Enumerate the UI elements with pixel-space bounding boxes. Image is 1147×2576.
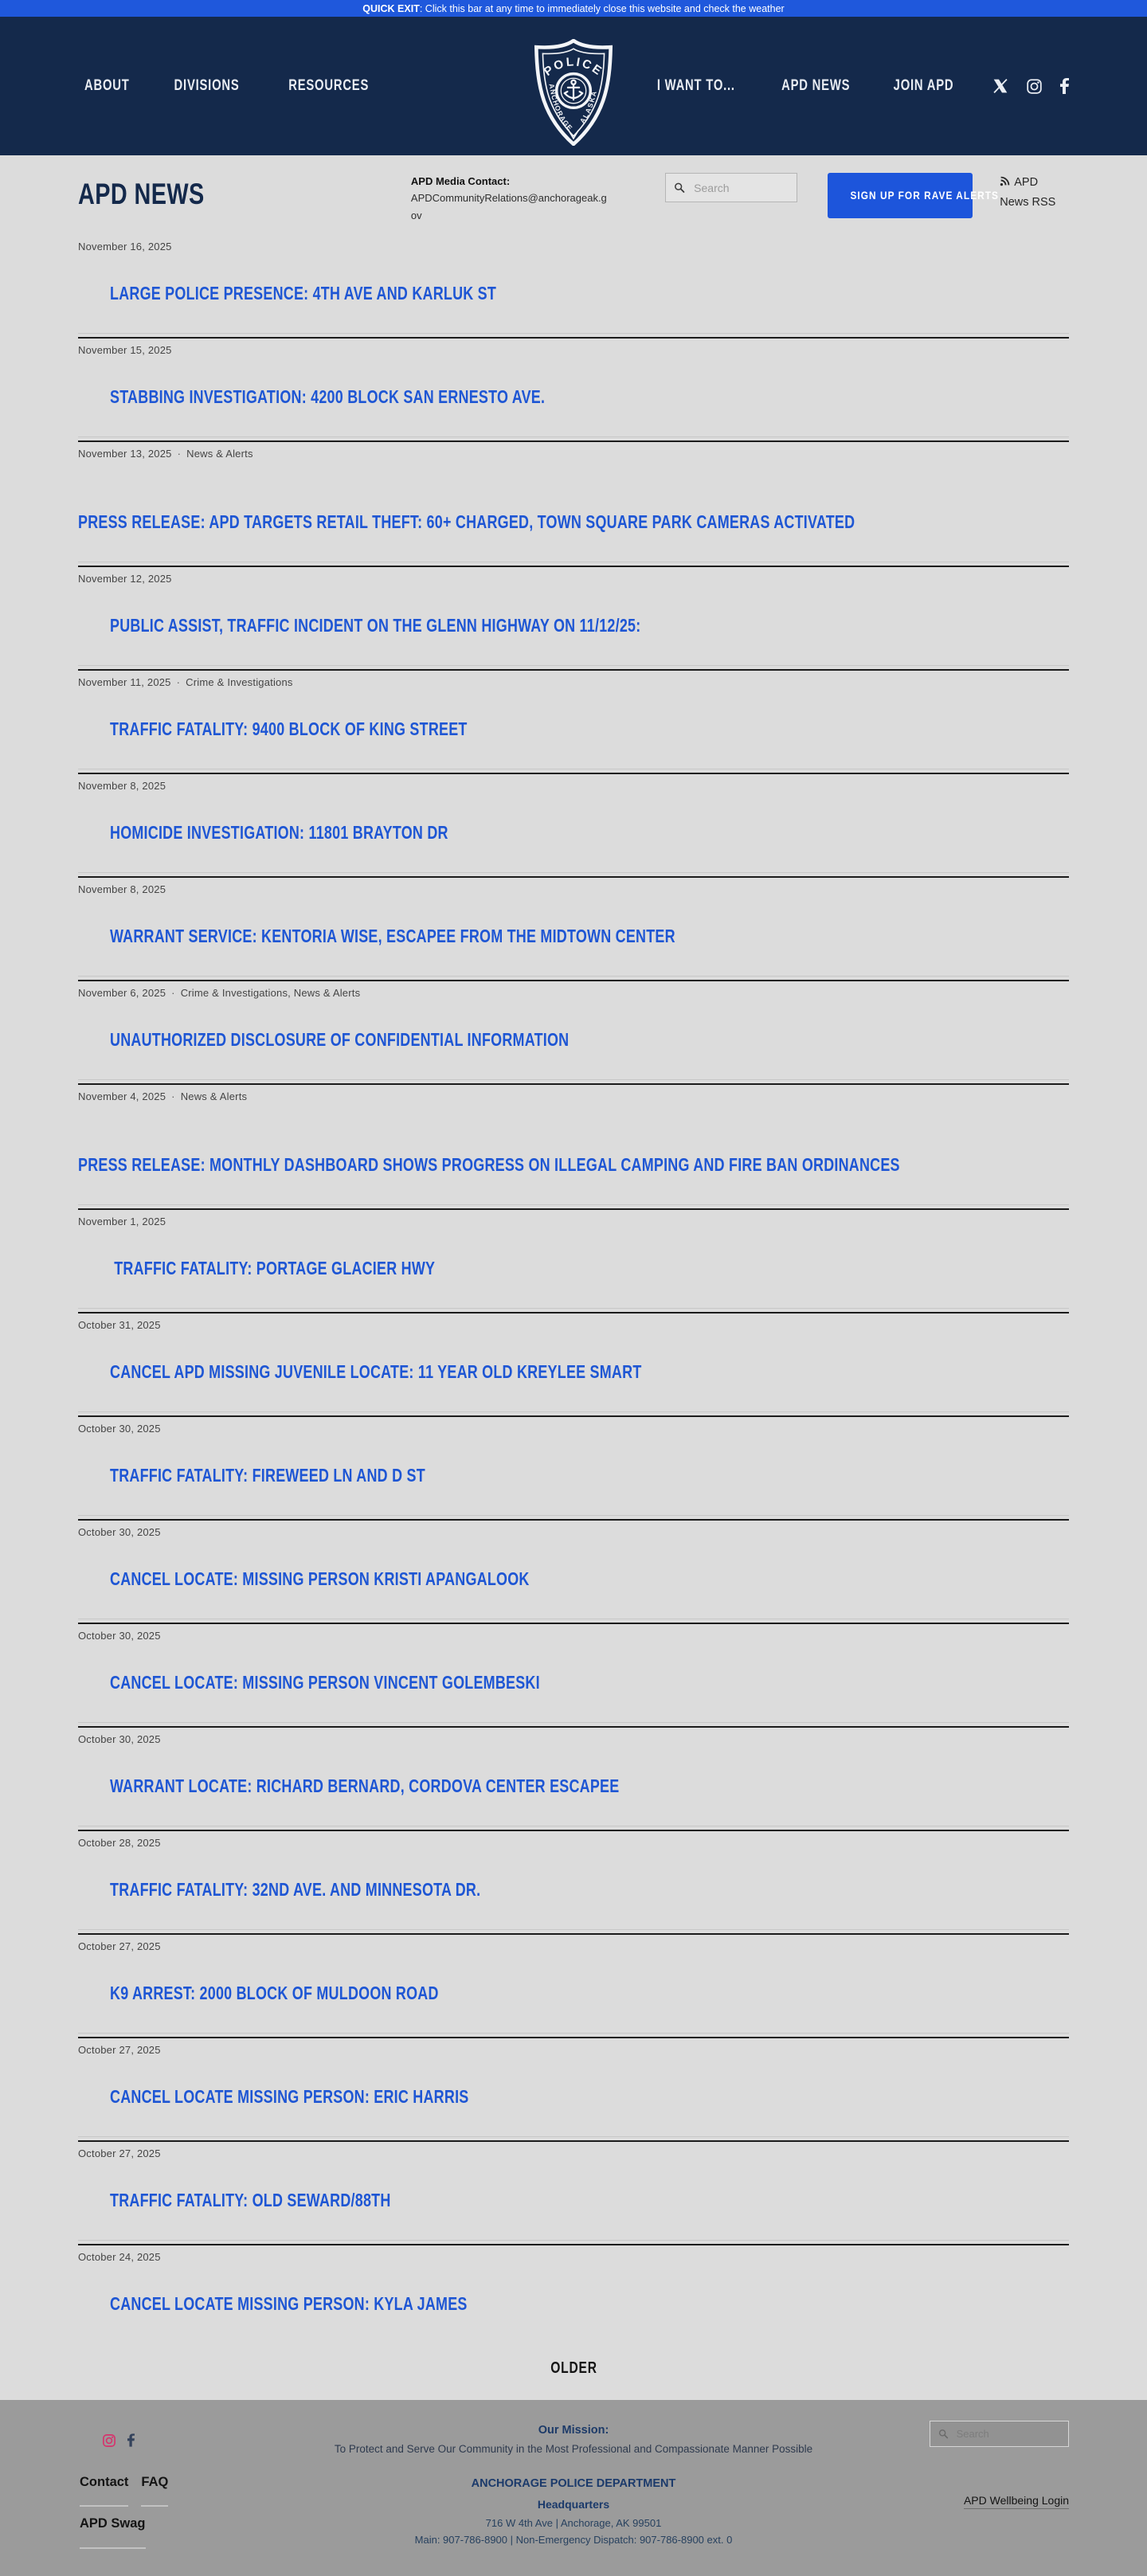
- item-divider: [78, 1619, 1069, 1624]
- header-search-input[interactable]: [692, 181, 789, 195]
- footer-links: [78, 2475, 231, 2549]
- news-item: [78, 235, 1069, 339]
- footer-link-apd-swag[interactable]: APD Swag: [80, 2516, 146, 2549]
- rave-alerts-button[interactable]: SIGN UP FOR RAVE ALERTS: [828, 173, 973, 218]
- news-date: November 12, 2025: [78, 573, 172, 585]
- news-item: [78, 1624, 1069, 1728]
- item-divider: [78, 562, 1069, 567]
- svg-text:POLICE: POLICE: [541, 55, 606, 80]
- department-name: ANCHORAGE POLICE DEPARTMENT: [471, 2476, 676, 2490]
- news-item: [78, 1935, 1069, 2038]
- news-title-link[interactable]: TRAFFIC FATALITY: 9400 BLOCK OF KING STREET: [110, 718, 468, 740]
- news-date: October 30, 2025: [78, 1526, 161, 1539]
- police-shield-icon: [531, 39, 616, 146]
- news-title-link[interactable]: CANCEL APD MISSING JUVENILE LOCATE: 11 YEAR OLD KREYLEE SMART: [110, 1361, 642, 1383]
- news-date: October 28, 2025: [78, 1837, 161, 1850]
- item-divider: [78, 976, 1069, 981]
- item-divider: [78, 1079, 1069, 1085]
- department-subtitle: Headquarters: [537, 2498, 610, 2511]
- footer-social-icons: [78, 2421, 253, 2459]
- page-header: [78, 155, 1069, 224]
- page-title: APD NEWS: [78, 178, 205, 210]
- item-divider: [78, 1515, 1069, 1521]
- item-divider: [78, 2033, 1069, 2038]
- search-icon[interactable]: [674, 181, 685, 194]
- news-title-link[interactable]: STABBING INVESTIGATION: 4200 BLOCK SAN ERNESTO AVE.: [110, 386, 546, 408]
- item-divider: [78, 872, 1069, 878]
- quick-exit-bar[interactable]: [0, 0, 1147, 17]
- news-title-link[interactable]: CANCEL LOCATE MISSING PERSON: KYLA JAMES: [110, 2293, 468, 2315]
- news-title-link[interactable]: TRAFFIC FATALITY: FIREWEED LN AND D ST: [110, 1465, 426, 1486]
- x-icon[interactable]: [992, 78, 1008, 94]
- item-divider: [78, 2240, 1069, 2245]
- media-contact-email-link[interactable]: APDCommunityRelations@anchorageak.gov: [410, 192, 607, 221]
- quick-exit-text: : Click this bar at any time to immediately close this website and check the weather: [419, 2, 785, 14]
- news-date: November 16, 2025: [78, 241, 172, 253]
- news-categories[interactable]: Crime & Investigations, News & Alerts: [180, 987, 361, 1000]
- news-date: October 27, 2025: [78, 1940, 161, 1953]
- item-divider: [78, 1411, 1069, 1417]
- item-divider: [78, 1722, 1069, 1728]
- news-title-link[interactable]: TRAFFIC FATALITY: PORTAGE GLACIER HWY: [110, 1258, 436, 1279]
- older-link[interactable]: OLDER: [550, 2359, 597, 2378]
- news-title-link[interactable]: WARRANT LOCATE: RICHARD BERNARD, CORDOVA CENTER ESCAPEE: [110, 1775, 620, 1797]
- nav-menu-left: [78, 77, 380, 95]
- news-date: November 13, 2025: [78, 448, 172, 460]
- item-divider: [78, 665, 1069, 671]
- news-title-link[interactable]: TRAFFIC FATALITY: OLD SEWARD/88TH: [110, 2190, 391, 2211]
- mission-statement: [253, 2421, 894, 2459]
- news-item: [78, 774, 1069, 878]
- news-date: October 27, 2025: [78, 2044, 161, 2057]
- news-title-link[interactable]: CANCEL LOCATE MISSING PERSON: ERIC HARRIS: [110, 2086, 469, 2108]
- news-date: November 8, 2025: [78, 780, 166, 793]
- search-icon[interactable]: [938, 2428, 949, 2440]
- mission-label: Our Mission:: [538, 2424, 609, 2437]
- news-date: October 30, 2025: [78, 1630, 161, 1642]
- footer-link-faq[interactable]: FAQ: [141, 2475, 168, 2507]
- news-title-link[interactable]: K9 ARREST: 2000 BLOCK OF MULDOON ROAD: [110, 1983, 439, 2004]
- nav-item-divisions[interactable]: DIVISIONS: [174, 77, 240, 94]
- department-info: [253, 2475, 894, 2549]
- pagination: [78, 2343, 1069, 2400]
- main-content: [78, 155, 1069, 2400]
- nav-item-about[interactable]: ABOUT: [84, 77, 130, 94]
- svg-text:ALASKA: ALASKA: [577, 89, 599, 125]
- news-date: November 11, 2025: [78, 676, 171, 689]
- news-item: [78, 878, 1069, 981]
- footer-search-input[interactable]: [955, 2427, 1060, 2441]
- news-date: October 24, 2025: [78, 2251, 161, 2264]
- nav-item-resources[interactable]: RESOURCES: [288, 77, 369, 94]
- news-date: November 8, 2025: [78, 883, 166, 896]
- news-date: November 15, 2025: [78, 344, 172, 357]
- nav-item-apd-news[interactable]: APD NEWS: [781, 77, 850, 94]
- item-divider: [78, 333, 1069, 339]
- news-categories[interactable]: Crime & Investigations: [186, 676, 293, 689]
- news-item: [78, 567, 1069, 671]
- news-title-link[interactable]: TRAFFIC FATALITY: 32ND AVE. AND MINNESOTA DR.: [110, 1879, 481, 1901]
- news-item: [78, 1313, 1069, 1417]
- news-title-link[interactable]: LARGE POLICE PRESENCE: 4TH AVE AND KARLUK ST: [110, 283, 497, 304]
- news-date: November 6, 2025: [78, 987, 166, 1000]
- news-item: [78, 2245, 1069, 2336]
- instagram-icon[interactable]: [1026, 78, 1043, 95]
- news-title-link[interactable]: CANCEL LOCATE: MISSING PERSON VINCENT GOLEMBESKI: [110, 1672, 540, 1693]
- mission-text: To Protect and Serve Our Community in the Most Professional and Compassionate Manner Possible: [334, 2442, 813, 2455]
- news-title-link[interactable]: UNAUTHORIZED DISCLOSURE OF CONFIDENTIAL INFORMATION: [110, 1029, 570, 1051]
- news-item: November 4, 2025 · News & Alerts PRESS RELEASE: MONTHLY DASHBOARD SHOWS PROGRESS ON ILLEGAL CAMPING AND FIRE BAN ORDINANCES: [78, 1085, 1069, 1210]
- news-title-link[interactable]: WARRANT SERVICE: KENTORIA WISE, ESCAPEE FROM THE MIDTOWN CENTER: [110, 926, 675, 947]
- news-item: November 11, 2025 · Crime & Investigations TRAFFIC FATALITY: 9400 BLOCK OF KING STREET: [78, 671, 1069, 774]
- department-phones: Main: 907-786-8900 | Non-Emergency Dispatch: 907-786-8900 ext. 0: [414, 2534, 733, 2547]
- nav-item-i-want-to[interactable]: I WANT TO...: [656, 77, 735, 94]
- footer-search-box: [930, 2421, 1069, 2447]
- nav-item-join-apd[interactable]: JOIN APD: [893, 77, 954, 94]
- news-title-link[interactable]: CANCEL LOCATE: MISSING PERSON KRISTI APANGALOOK: [110, 1568, 530, 1590]
- news-item: [78, 1417, 1069, 1521]
- facebook-icon[interactable]: [127, 2433, 135, 2451]
- header-search-box: [665, 173, 797, 202]
- nav-menu-right: [646, 77, 962, 95]
- news-title-link[interactable]: PRESS RELEASE: MONTHLY DASHBOARD SHOWS PROGRESS ON ILLEGAL CAMPING AND FIRE BAN ORDINANCES: [78, 1154, 900, 1176]
- news-title-link[interactable]: PRESS RELEASE: APD TARGETS RETAIL THEFT: 60+ CHARGED, TOWN SQUARE PARK CAMERAS ACTIVATED: [78, 511, 855, 533]
- news-title-link[interactable]: HOMICIDE INVESTIGATION: 11801 BRAYTON DR: [110, 822, 448, 844]
- nav-social-icons: [992, 78, 1069, 95]
- svg-text:ANCHORAGE: ANCHORAGE: [547, 83, 575, 133]
- news-date: October 30, 2025: [78, 1733, 161, 1746]
- news-categories[interactable]: News & Alerts: [186, 448, 253, 460]
- wellbeing-login-link[interactable]: APD Wellbeing Login: [964, 2494, 1069, 2509]
- news-title-link[interactable]: PUBLIC ASSIST, TRAFFIC INCIDENT ON THE GLENN HIGHWAY ON 11/12/25:: [110, 615, 641, 636]
- news-date: October 30, 2025: [78, 1423, 161, 1435]
- quick-exit-label: QUICK EXIT: [362, 2, 420, 14]
- item-divider: [78, 437, 1069, 442]
- news-item: [78, 339, 1069, 442]
- news-item: November 13, 2025 · News & Alerts PRESS RELEASE: APD TARGETS RETAIL THEFT: 60+ CHARGED, TOWN SQUARE PARK CAMERAS ACTIVATED: [78, 442, 1069, 567]
- news-item: November 6, 2025 · Crime & Investigations, News & Alerts UNAUTHORIZED DISCLOSURE OF CONFIDENTIAL INFORMATION: [78, 981, 1069, 1085]
- apd-badge-logo[interactable]: [531, 39, 616, 150]
- department-address: 716 W 4th Ave | Anchorage, AK 99501: [485, 2517, 662, 2530]
- item-divider: [78, 1826, 1069, 1831]
- news-item: [78, 1210, 1069, 1313]
- news-date: November 4, 2025: [78, 1090, 166, 1103]
- rss-icon: [1000, 176, 1010, 186]
- news-item: [78, 2142, 1069, 2245]
- news-date: November 1, 2025: [78, 1216, 166, 1228]
- media-contact-label: APD Media Contact:: [410, 175, 511, 187]
- top-navigation: [0, 17, 1147, 155]
- rss-link[interactable]: [1000, 173, 1069, 212]
- wellbeing-login-wrap: [894, 2475, 1069, 2549]
- item-divider: [78, 2136, 1069, 2142]
- news-date: October 27, 2025: [78, 2147, 161, 2160]
- footer-link-contact[interactable]: Contact: [80, 2475, 128, 2507]
- item-divider: [78, 1308, 1069, 1313]
- media-contact-block: [411, 173, 607, 224]
- footer: [0, 2400, 1147, 2576]
- item-divider: [78, 1929, 1069, 1935]
- news-categories[interactable]: News & Alerts: [180, 1090, 248, 1103]
- news-item: [78, 1728, 1069, 1831]
- rss-label: APD News RSS: [1000, 176, 1056, 209]
- news-item: [78, 2038, 1069, 2142]
- item-divider: [78, 769, 1069, 774]
- news-item: [78, 1521, 1069, 1624]
- item-divider: [78, 1204, 1069, 1210]
- news-item: [78, 1831, 1069, 1935]
- news-date: October 31, 2025: [78, 1319, 161, 1332]
- instagram-icon[interactable]: [102, 2433, 116, 2452]
- news-list: [78, 235, 1069, 2336]
- facebook-icon[interactable]: [1060, 78, 1069, 94]
